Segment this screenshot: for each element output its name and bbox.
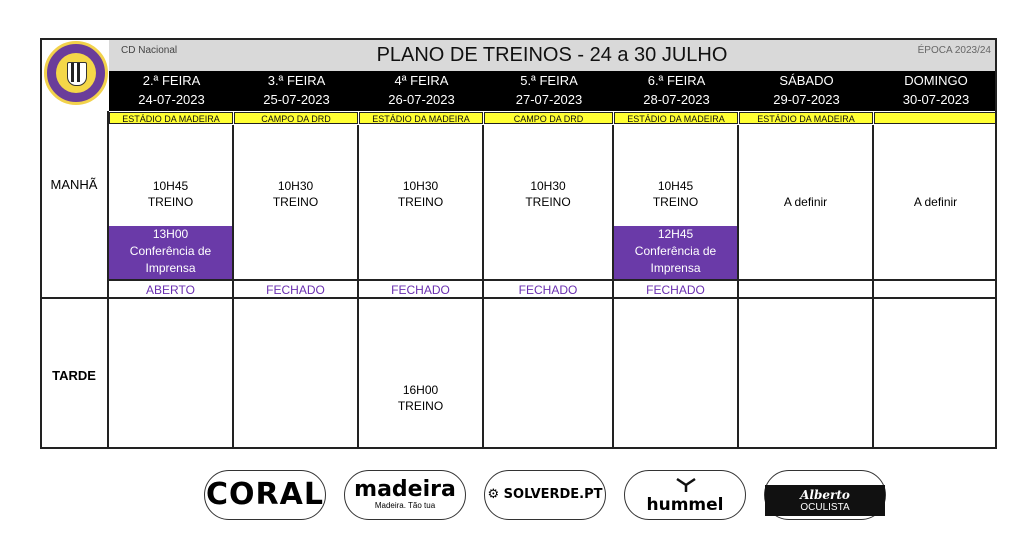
status-thu: FECHADO bbox=[518, 283, 578, 297]
row-label-morning: MANHÃ bbox=[50, 177, 98, 192]
press-conference-fri: 12H45 Conferência de Imprensa bbox=[614, 226, 737, 279]
season-label: ÉPOCA 2023/24 bbox=[917, 45, 991, 56]
grid-line bbox=[42, 297, 995, 299]
morning-session-sun: A definir bbox=[913, 195, 958, 209]
club-name: CD Nacional bbox=[121, 45, 178, 56]
sponsor-solverde-logo: ⚙ SOLVERDE.PT bbox=[484, 470, 606, 520]
day-header-fri: 6.ª FEIRA 28-07-2023 bbox=[643, 73, 710, 107]
training-plan-table bbox=[40, 38, 997, 449]
venue-wed: ESTÁDIO DA MADEIRA bbox=[359, 112, 483, 124]
club-crest-logo bbox=[44, 41, 108, 105]
day-header-sat: SÁBADO 29-07-2023 bbox=[773, 73, 840, 107]
morning-session-fri: 10H45 TREINO bbox=[652, 179, 699, 209]
venue-sun bbox=[874, 112, 996, 124]
title-bar bbox=[109, 40, 995, 71]
day-header-mon: 2.ª FEIRA 24-07-2023 bbox=[138, 73, 205, 107]
venue-row bbox=[109, 111, 995, 125]
days-header bbox=[109, 71, 995, 111]
day-header-tue: 3.ª FEIRA 25-07-2023 bbox=[263, 73, 330, 107]
morning-session-sat: A definir bbox=[783, 195, 828, 209]
sponsor-coral-logo: CORAL bbox=[204, 470, 326, 520]
row-label-afternoon: TARDE bbox=[52, 368, 96, 383]
sponsor-madeira-logo: madeira Madeira. Tão tua bbox=[344, 470, 466, 520]
grid-line bbox=[872, 125, 874, 449]
gear-icon: ⚙ bbox=[487, 487, 500, 502]
status-wed: FECHADO bbox=[391, 283, 450, 297]
sponsor-alberto-logo: Alberto OCULISTA bbox=[764, 470, 886, 520]
grid-line bbox=[107, 279, 995, 281]
day-header-thu: 5.ª FEIRA 27-07-2023 bbox=[515, 73, 583, 107]
day-header-wed: 4ª FEIRA 26-07-2023 bbox=[388, 73, 455, 107]
status-mon: ABERTO bbox=[146, 283, 195, 297]
venue-mon: ESTÁDIO DA MADEIRA bbox=[109, 112, 233, 124]
venue-fri: ESTÁDIO DA MADEIRA bbox=[614, 112, 738, 124]
afternoon-session-wed: 16H00 TREINO bbox=[397, 383, 444, 413]
hummel-bee-icon bbox=[675, 477, 697, 493]
shield-icon bbox=[67, 62, 87, 86]
venue-tue: CAMPO DA DRD bbox=[234, 112, 358, 124]
status-tue: FECHADO bbox=[266, 283, 325, 297]
morning-session-mon: 10H45 TREINO bbox=[147, 179, 194, 209]
morning-session-wed: 10H30 TREINO bbox=[397, 179, 444, 209]
morning-session-tue: 10H30 TREINO bbox=[272, 179, 319, 209]
venue-sat: ESTÁDIO DA MADEIRA bbox=[739, 112, 873, 124]
day-header-sun: DOMINGO 30-07-2023 bbox=[902, 73, 970, 107]
status-fri: FECHADO bbox=[646, 283, 705, 297]
page-title: PLANO DE TREINOS - 24 a 30 JULHO bbox=[376, 44, 728, 66]
venue-thu: CAMPO DA DRD bbox=[484, 112, 613, 124]
sponsor-hummel-logo: hummel bbox=[624, 470, 746, 520]
grid-line bbox=[737, 125, 739, 449]
morning-session-thu: 10H30 TREINO bbox=[525, 179, 571, 209]
press-conference-mon: 13H00 Conferência de Imprensa bbox=[109, 226, 232, 279]
